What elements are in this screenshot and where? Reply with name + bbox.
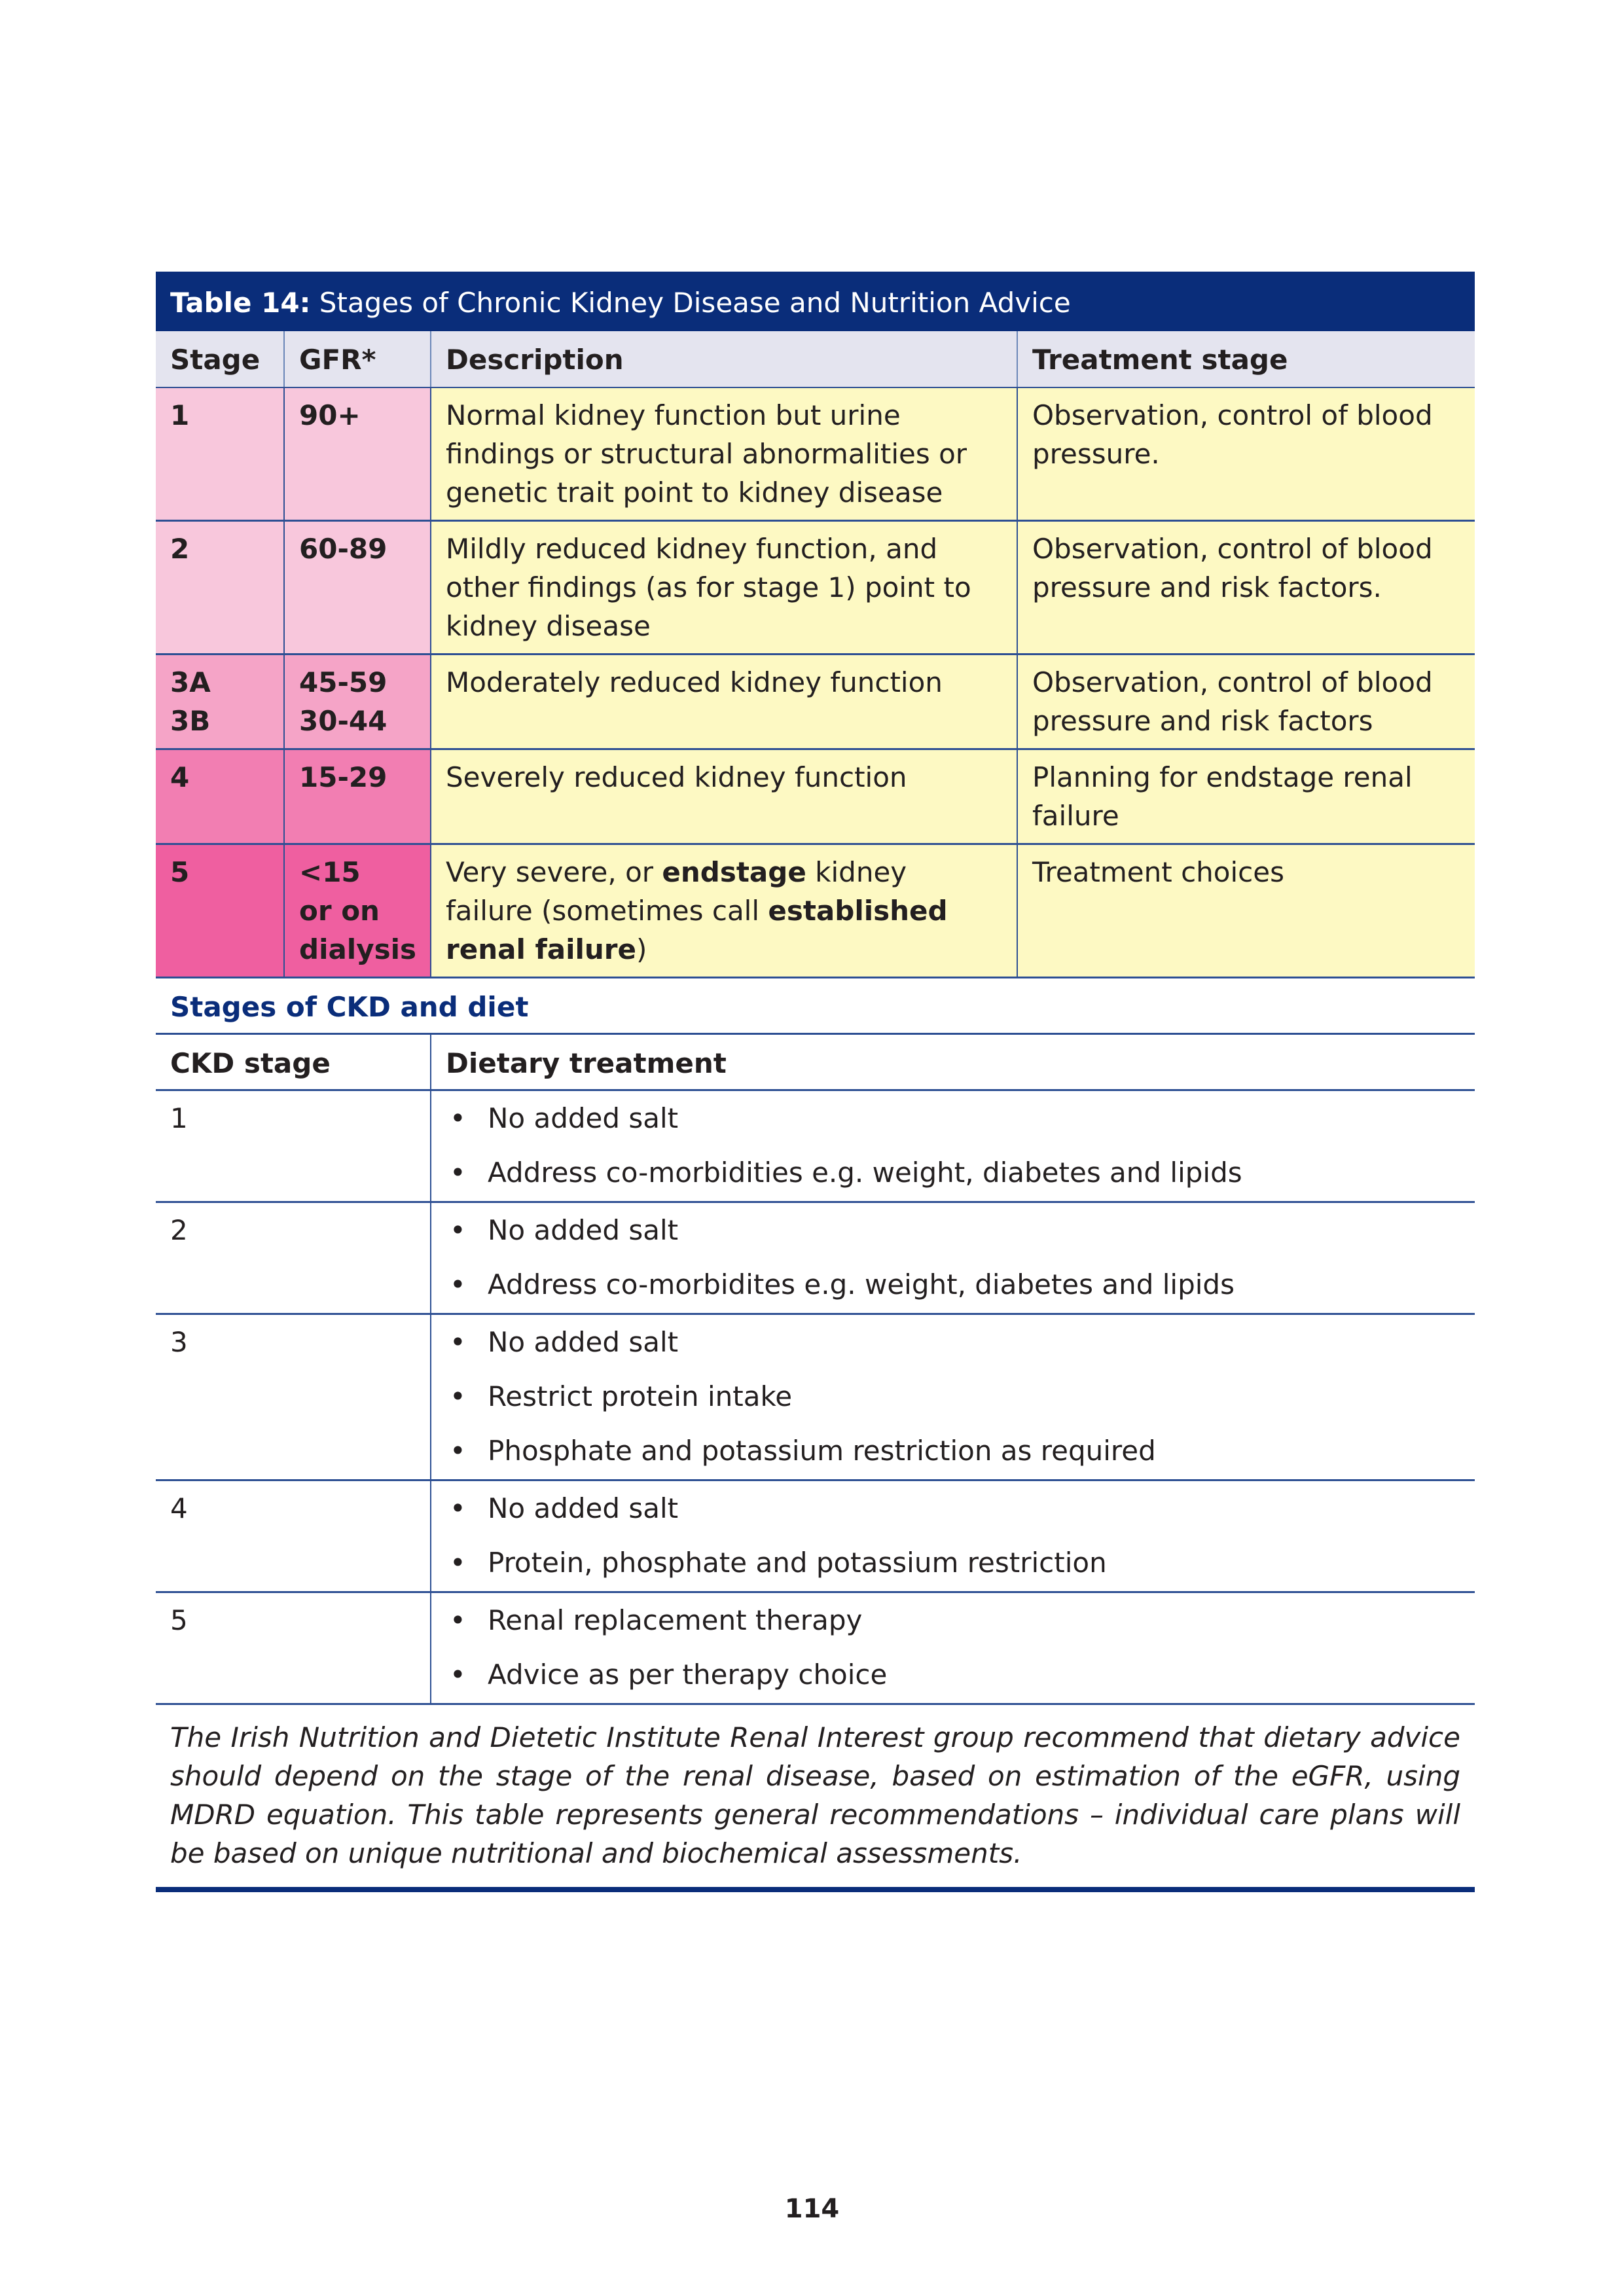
gfr-cell [284,655,431,749]
ckd-stage-cell: 2 [156,1202,431,1314]
stage-cell: 1 [156,387,284,521]
gfr-3b: 30-44 [299,705,388,737]
list-item [446,1655,1460,1694]
table-row [156,749,1475,844]
header-gfr: GFR* [284,331,431,387]
bullet-icon: • [450,1214,466,1246]
diet-table [156,978,1475,1705]
treatment-cell: Treatment choices [1017,844,1475,978]
list-item-text: Protein, phosphate and potassium restriction [488,1547,1107,1579]
description-cell: Moderately reduced kidney function [431,655,1017,749]
stage-cell: 5 [156,844,284,978]
bullet-icon: • [450,1492,466,1524]
bullet-icon: • [450,1659,466,1691]
bullet-icon: • [450,1157,466,1189]
gfr-line-3: dialysis [299,933,416,965]
ckd-stage-cell: 3 [156,1314,431,1480]
treatment-cell: Observation, control of blood pressure. [1017,387,1475,521]
list-item [446,1489,1460,1528]
list-item-text: No added salt [488,1102,679,1134]
description-text: Very severe, or [446,856,662,888]
stage-cell: 4 [156,749,284,844]
table-row [156,521,1475,655]
description-bold: endstage [662,856,806,888]
list-item [446,1323,1460,1361]
bullet-icon: • [450,1268,466,1300]
list-item [446,1377,1460,1416]
dietary-cell [431,1592,1475,1704]
list-item-text: Restrict protein intake [488,1380,793,1412]
description-cell: Severely reduced kidney function [431,749,1017,844]
table-row [156,1202,1475,1314]
list-item [446,1211,1460,1249]
list-item-text: Address co-morbidites e.g. weight, diabetes and lipids [488,1268,1235,1300]
table-row [156,1314,1475,1480]
description-text: kidney failure (sometimes call [446,856,907,927]
treatment-cell: Observation, control of blood pressure and risk factors. [1017,521,1475,655]
list-item-text: Address co-morbidities e.g. weight, diabetes and lipids [488,1157,1242,1189]
diet-subtitle: Stages of CKD and diet [156,978,1475,1034]
table-footnote: The Irish Nutrition and Dietetic Institute Renal Interest group recommend that dietary advice should depend on the stage of the renal disease, based on estimation of the eGFR, using MDRD equation. This table represents general recommendations – individual care plans will be based on unique nutritional and biochemical assessments. [156,1705,1475,1892]
list-item-text: Renal replacement therapy [488,1604,863,1636]
list-item-text: Advice as per therapy choice [488,1659,888,1691]
bullet-icon: • [450,1326,466,1358]
description-cell: Mildly reduced kidney function, and other findings (as for stage 1) point to kidney disease [431,521,1017,655]
description-bold: established renal failure [446,895,948,965]
table-title-label: Table 14: [170,287,311,319]
list-item [446,1601,1460,1640]
header-description: Description [431,331,1017,387]
dietary-cell [431,1202,1475,1314]
stage-3b: 3B [170,705,211,737]
header-dietary-treatment: Dietary treatment [431,1034,1475,1090]
list-item [446,1431,1460,1470]
bullet-icon: • [450,1547,466,1579]
diet-header-row [156,1034,1475,1090]
list-item [446,1153,1460,1192]
gfr-cell [284,844,431,978]
bullet-icon: • [450,1435,466,1467]
gfr-3a: 45-59 [299,666,388,698]
table-title [156,272,1475,331]
bullet-icon: • [450,1380,466,1412]
description-cell [431,844,1017,978]
stage-3a: 3A [170,666,211,698]
ckd-stage-cell: 1 [156,1090,431,1202]
header-stage: Stage [156,331,284,387]
ckd-stages-table [156,272,1475,978]
gfr-cell: 60-89 [284,521,431,655]
list-item [446,1265,1460,1304]
gfr-cell: 90+ [284,387,431,521]
stage-cell: 2 [156,521,284,655]
header-treatment: Treatment stage [1017,331,1475,387]
treatment-cell: Planning for endstage renal failure [1017,749,1475,844]
gfr-line-2: or on [299,895,380,927]
list-item-text: No added salt [488,1492,679,1524]
table-row [156,1592,1475,1704]
bullet-icon: • [450,1102,466,1134]
table-row [156,655,1475,749]
ckd-stage-cell: 4 [156,1480,431,1592]
list-item-text: No added salt [488,1214,679,1246]
dietary-cell [431,1314,1475,1480]
ckd-table-container [156,272,1475,1892]
ckd-stage-cell: 5 [156,1592,431,1704]
list-item-text: Phosphate and potassium restriction as required [488,1435,1156,1467]
table-row [156,1090,1475,1202]
table-row [156,1480,1475,1592]
list-item [446,1099,1460,1138]
bullet-icon: • [450,1604,466,1636]
table-row [156,844,1475,978]
treatment-cell: Observation, control of blood pressure and risk factors [1017,655,1475,749]
list-item-text: No added salt [488,1326,679,1358]
header-ckd-stage: CKD stage [156,1034,431,1090]
description-cell: Normal kidney function but urine findings or structural abnormalities or genetic trait point to kidney disease [431,387,1017,521]
list-item [446,1543,1460,1582]
description-text: ) [636,933,647,965]
stage-cell [156,655,284,749]
dietary-cell [431,1090,1475,1202]
dietary-cell [431,1480,1475,1592]
table-title-text: Stages of Chronic Kidney Disease and Nutrition Advice [310,287,1071,319]
diet-subtitle-row [156,978,1475,1034]
table-row [156,387,1475,521]
gfr-line-1: <15 [299,856,361,888]
table-header-row [156,331,1475,387]
gfr-cell: 15-29 [284,749,431,844]
page-number: 114 [784,2194,840,2224]
